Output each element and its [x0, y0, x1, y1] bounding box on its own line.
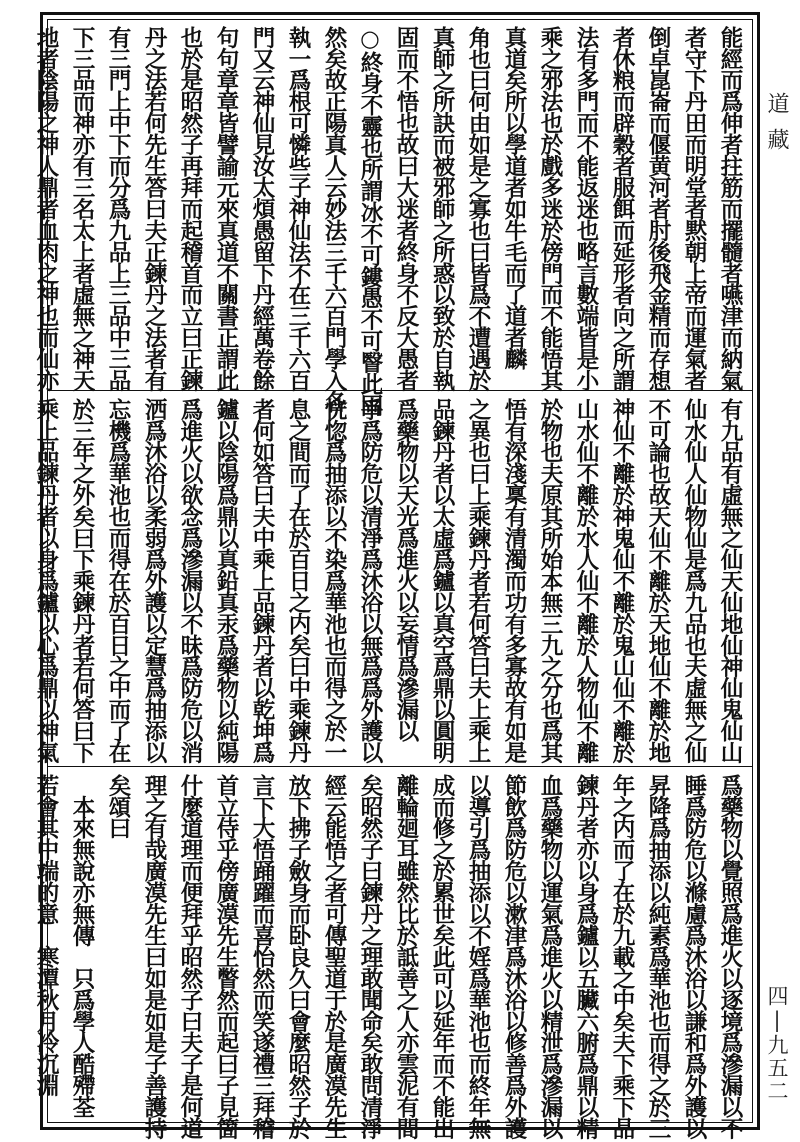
text-column: 角也曰何由如是之寡也曰皆爲不遭遇於	[465, 26, 491, 391]
text-column: 之異也曰上乘鍊丹者若何答曰夫上乘上	[465, 398, 491, 763]
panel-divider	[48, 390, 752, 391]
text-column: 者何如答曰夫中乘上品鍊丹者以乾坤爲	[249, 398, 275, 763]
text-column: 丹之法若何先生答曰夫正鍊丹之法者有	[141, 26, 167, 391]
text-column: 者守下丹田而明堂者黙朝上帝而運氣者	[681, 26, 707, 391]
frame-inner-border	[33, 19, 753, 1139]
text-column: 矣昭然子曰鍊丹之理敢聞命矣敢問清淨	[357, 774, 383, 1139]
text-column: 真道矣所以學道者如牛毛而了道者麟	[501, 26, 527, 370]
text-column: 爲藥物以覺照爲進火以逐境爲滲漏以不	[717, 774, 743, 1139]
text-column: 仙水仙人仙物仙是爲九品也夫虛無之仙	[681, 398, 707, 763]
text-column: 地者陰陽之神人鼎者血肉之神也而仙亦	[33, 26, 59, 391]
text-column: 乘上品鍊丹者以身爲鑪以心爲鼎以神氣	[33, 398, 59, 763]
text-column: 真師之所訣而被邪師之所惑以致於自執	[429, 26, 455, 391]
text-column: 離輪廻耳雖然比於詆善之人亦雲泥有間	[393, 774, 419, 1139]
text-column: 放下拂子斂身而卧良久曰會麼昭然子於	[285, 774, 311, 1139]
text-column: 恍惚爲抽添以不染爲華池也而得之於一	[321, 398, 347, 763]
text-column: 法有多門而不能返迷也略言數端皆是小	[573, 26, 599, 391]
text-column: 昇降爲抽添以純素爲華池也而得之於三	[645, 774, 671, 1139]
collection-title: 道藏	[764, 92, 789, 164]
text-column: 節飲爲防危以漱津爲沐浴以修善爲外護	[501, 774, 527, 1139]
text-column: 年之内而了在於九載之中矣夫下乘下品	[609, 774, 635, 1139]
text-column: 然矣故正陽真人云妙法三千六百門學入各	[321, 26, 347, 413]
text-column: 不可論也故天仙不離於天地仙不離於地	[645, 398, 671, 763]
text-column: 血爲藥物以運氣爲進火以精泄爲滲漏以	[537, 774, 563, 1139]
text-column: 下三品而神亦有三名太上者虛無之神天	[69, 26, 95, 391]
page-frame	[33, 12, 760, 1139]
text-column: 倒卓崑崙而偃黄河者肘後飛金精而存想	[645, 26, 671, 391]
panel-divider	[48, 766, 752, 767]
text-column: 什麼道理而便拜乎昭然子曰夫子是何道	[177, 774, 203, 1139]
text-column: 息之間而了在於百日之内矣曰中乘鍊丹	[285, 398, 311, 763]
text-column: 洒爲沐浴以柔弱爲外護以定慧爲抽添以	[141, 398, 167, 763]
text-column: 神仙不離於神鬼仙不離於鬼山仙不離於	[609, 398, 635, 763]
text-column: 若會其中端的意 寒潭秋月冷沉淵	[33, 774, 59, 1096]
text-column: 山水仙不離於水人仙不離於人物仙不離	[573, 398, 599, 763]
column-group	[29, 26, 746, 416]
page-number: 四|九五二	[765, 985, 789, 1103]
text-column: 乘之邪法也於戲多迷於傍門而不能悟其	[537, 26, 563, 391]
column-group	[29, 398, 746, 763]
text-panel-bottom	[33, 768, 752, 1139]
text-column: 以導引爲抽添以不婬爲華池也而終年無	[465, 774, 491, 1139]
text-column: 言下大悟踊躍而喜怡然而笑遂禮三拜稽	[249, 774, 275, 1139]
text-column: 有九品有虛無之仙天仙地仙神仙鬼仙山	[717, 398, 743, 763]
text-column: 者休粮而辟穀者服餌而延形者向之所謂	[609, 26, 635, 391]
text-column: 品鍊丹者以太虛爲鑪以真空爲鼎以圓明	[429, 398, 455, 763]
text-column: 忘機爲華池也而得在於百日之中而了在	[105, 398, 131, 763]
text-column: 句句章章皆譬諭元來真道不關書正謂此	[213, 26, 239, 391]
text-panel-top	[33, 20, 752, 416]
text-column: 能經而爲伸者拄筋而擺髓者嚥津而納氣	[717, 26, 743, 391]
text-column: 首立侍乎傍廣漠先生瞥然而起曰子見箇	[213, 774, 239, 1139]
text-column: 爭爲防危以清淨爲沐浴以無爲爲外護以	[357, 398, 383, 763]
text-column: 於物也夫原其所始本無三九之分也爲其	[537, 398, 563, 763]
text-column: 固而不悟也故曰大迷者終身不反大愚者	[393, 26, 419, 391]
text-column: 爲藥物以天光爲進火以妄情爲滲漏以	[393, 398, 419, 742]
text-column: 本來無說亦無傳 只爲學人酷殢荃	[69, 774, 95, 1118]
text-column: 成而修之於累世矣此可以延年而不能出	[429, 774, 455, 1139]
text-column: ○終身不靈也所謂冰不可鏤愚不可瞖此固	[357, 26, 383, 416]
text-column: 矣頌曰	[105, 774, 131, 839]
text-column: 爲進火以欲念爲滲漏以不昧爲防危以消	[177, 398, 203, 763]
text-column: 經云能悟之者可傳聖道于於是廣漠先生	[321, 774, 347, 1139]
text-column: 於三年之外矣曰下乘鍊丹者若何答曰下	[69, 398, 95, 763]
text-column: 執一爲根可憐些子神仙法不在三千六百	[285, 26, 311, 391]
column-group	[29, 774, 746, 1139]
text-column: 鍊丹者亦以身爲鑪以五臟六腑爲鼎以精	[573, 774, 599, 1139]
text-column: 門又云神仙見汝太煩愚留下丹經萬卷餘	[249, 26, 275, 391]
text-column: 睡爲防危以滌慮爲沐浴以謙和爲外護以	[681, 774, 707, 1139]
text-column: 悟有深淺稟有清濁而功有多寡故有如是	[501, 398, 527, 763]
text-column: 理之有哉廣漠先生曰如是如是子善護持	[141, 774, 167, 1139]
text-column: 也於是昭然子再拜而起稽首而立曰正鍊	[177, 26, 203, 391]
text-column: 鑪以陰陽爲鼎以真鉛真汞爲藥物以純陽	[213, 398, 239, 763]
text-column: 有三門上中下而分爲九品上三品中三品	[105, 26, 131, 391]
text-panel-middle	[33, 392, 752, 764]
